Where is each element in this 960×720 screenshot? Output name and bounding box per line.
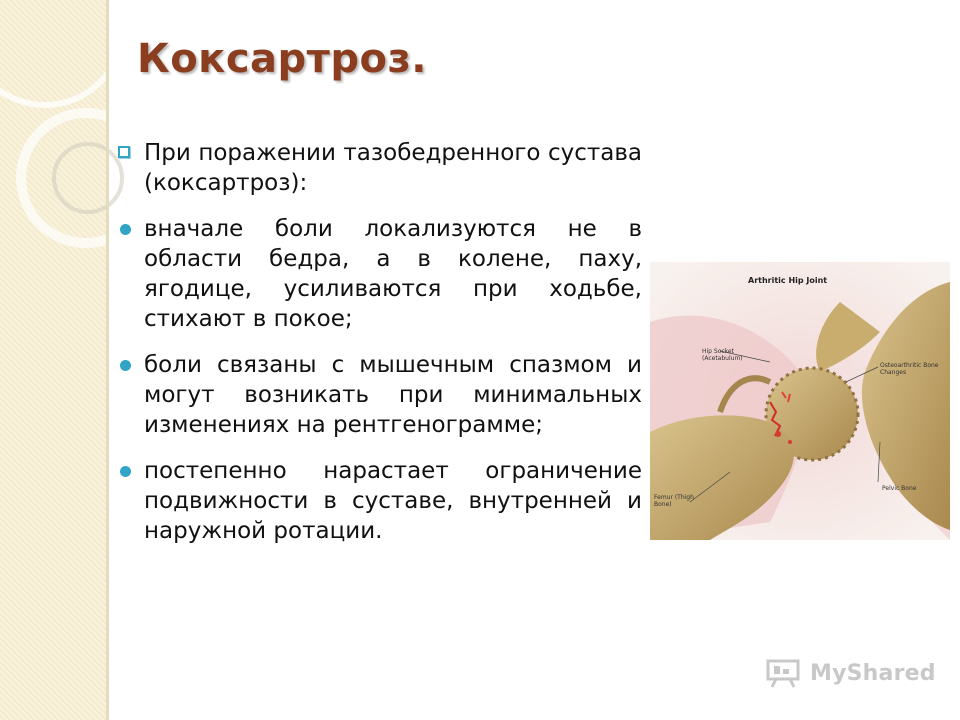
presentation-board-icon (766, 657, 802, 689)
list-item (112, 350, 642, 440)
watermark (766, 655, 936, 691)
list-item-text: вначале боли локализуются не в области бедра, а в колене, паху, ягодице, усиливаются при ходьбе, стихают в покое; (144, 216, 642, 332)
dot-bullet-icon (120, 466, 131, 477)
dot-bullet-icon (120, 224, 131, 235)
decorative-side-strip (0, 0, 106, 720)
list-item (112, 214, 642, 334)
label-femur: Femur (Thigh Bone) (654, 494, 694, 508)
label-pelvic-bone: Pelvic Bone (882, 485, 917, 492)
list-item-text: боли связаны с мышечным спазмом и могут возникать при минимальных изменениях на рентгенограмме; (144, 352, 642, 438)
dot-bullet-icon (120, 360, 131, 371)
strip-divider (106, 0, 109, 720)
bullet-list (112, 138, 642, 562)
watermark-text: MyShared (810, 660, 936, 686)
list-item-text: постепенно нарастает ограничение подвижности в суставе, внутренней и наружной ротации. (144, 458, 642, 544)
hip-joint-illustration (650, 262, 950, 540)
list-item-heading (112, 138, 642, 198)
label-hip-socket: Hip Socket (Acetabulum) (702, 348, 743, 362)
list-item-text: При поражении тазобедренного сустава (коксартроз): (144, 140, 642, 196)
slide-title: Коксартроз. (137, 36, 427, 82)
illustration-title: Arthritic Hip Joint (748, 276, 828, 285)
label-osteoarthritic-changes: Osteoarthritic Bone Changes (880, 362, 939, 376)
list-item (112, 456, 642, 546)
square-bullet-icon (118, 146, 130, 158)
